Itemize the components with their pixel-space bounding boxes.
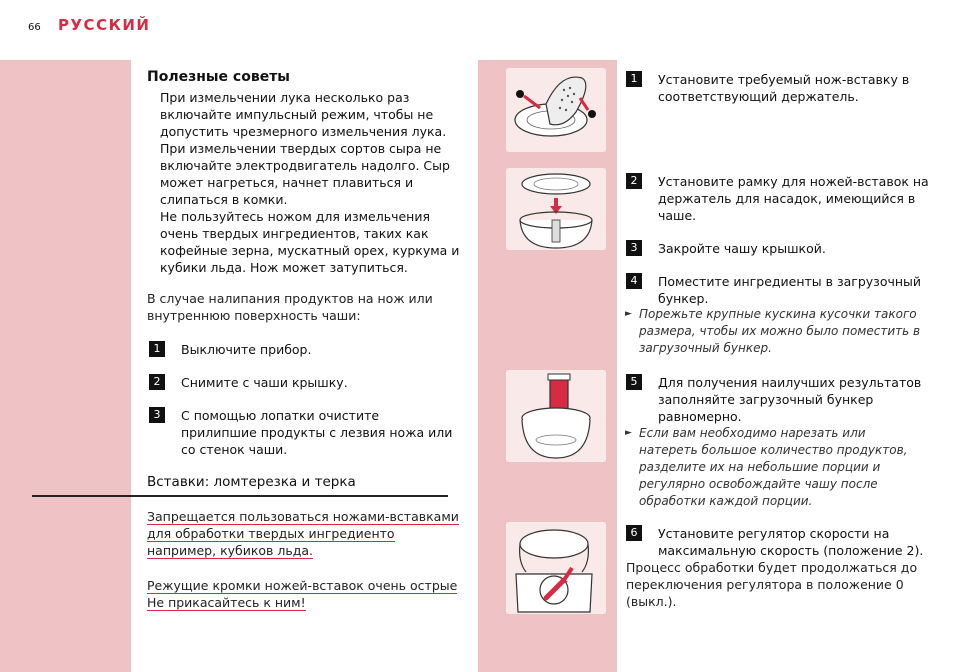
tips-line: может нагреться, начнет плавиться и [160, 175, 414, 190]
step-note [625, 306, 921, 357]
language-heading: РУССКИЙ [58, 16, 151, 34]
step-line: С помощью лопатки очистите [181, 408, 380, 423]
illustration-speed-dial [506, 522, 606, 614]
followup-line: Процесс обработки будет продолжаться до [626, 560, 918, 575]
illustration-insert-holder [506, 68, 606, 152]
bullet-triangle-icon: ► [625, 428, 632, 438]
step-line: со стенок чаши. [181, 442, 288, 457]
step-text [181, 341, 311, 358]
tips-line: слипаться в комки. [160, 192, 288, 207]
warning-line: Запрещается пользоваться ножами-вставками [147, 509, 459, 524]
step-note [625, 425, 908, 510]
step-number: 3 [149, 407, 165, 423]
step-line: Закройте чашу крышкой. [658, 241, 826, 256]
note-line: регулярно освобождайте чашу после [639, 477, 878, 491]
followup-line: (выкл.). [626, 594, 677, 609]
tips-line: При измельчении лука несколько раз [160, 90, 410, 105]
step-line: чаше. [658, 208, 697, 223]
step-line: прилипшие продукты с лезвия ножа или [181, 425, 453, 440]
note-line: Порежьте крупные кускина кусочки такого [639, 307, 917, 321]
bullet-triangle-icon: ► [625, 309, 632, 319]
intro-line: В случае налипания продуктов на нож или [147, 291, 433, 306]
tips-text [160, 89, 460, 276]
illustration-insert-frame [506, 168, 606, 250]
warning-block [147, 508, 459, 559]
step-followup [626, 559, 917, 610]
note-line: обработки каждой порции. [639, 494, 813, 508]
step-number: 4 [626, 273, 642, 289]
step-line: Установите регулятор скорости на [658, 526, 890, 541]
step-line: бункер. [658, 291, 709, 306]
tips-line: При измельчении твердых сортов сыра не [160, 141, 442, 156]
warning-line: для обработки твердых ингредиенто [147, 526, 395, 541]
step-text [658, 374, 921, 425]
step-line: соответствующий держатель. [658, 89, 859, 104]
tips-line: кубики льда. Нож может затупиться. [160, 260, 408, 275]
step-number: 3 [626, 240, 642, 256]
tips-line: включайте электродвигатель надолго. Сыр [160, 158, 450, 173]
step-text [181, 407, 452, 458]
step-text [658, 525, 923, 559]
note-line: Если вам необходимо нарезать или [639, 426, 866, 440]
tips-line: включайте импульсный режим, чтобы не [160, 107, 434, 122]
section-divider [32, 495, 448, 497]
step-line: заполняйте загрузочный бункер [658, 392, 874, 407]
step-line: Выключите прибор. [181, 342, 312, 357]
warning-line: Режущие кромки ножей-вставок очень острые [147, 578, 458, 593]
left-margin-band [0, 60, 131, 672]
step-number: 2 [149, 374, 165, 390]
warning-line: Не прикасайтесь к ним! [147, 595, 306, 610]
step-text [658, 173, 929, 224]
step-line: равномерно. [658, 409, 742, 424]
step-number: 5 [626, 374, 642, 390]
intro-line: внутреннюю поверхность чаши: [147, 308, 361, 323]
tips-title: Полезные советы [147, 69, 290, 85]
step-number: 2 [626, 173, 642, 189]
tips-line: Не пользуйтесь ножом для измельчения [160, 209, 430, 224]
step-number: 1 [149, 341, 165, 357]
tips-line: кофейные зерна, мускатный орех, куркума и [160, 243, 460, 258]
step-line: Поместите ингредиенты в загрузочный [658, 274, 922, 289]
warning-block [147, 577, 457, 611]
step-number: 1 [626, 71, 642, 87]
step-text [181, 374, 348, 391]
note-line: размера, чтобы их можно было поместить в [639, 324, 921, 338]
sticking-intro [147, 290, 433, 324]
step-text [658, 71, 909, 105]
tips-line: допустить чрезмерного измельчения лука. [160, 124, 447, 139]
step-text [658, 273, 921, 307]
note-line: натереть большое количество продуктов, [639, 443, 908, 457]
tips-line: очень твердых ингредиентов, таких как [160, 226, 429, 241]
step-line: Установите требуемый нож-вставку в [658, 72, 910, 87]
step-line: Снимите с чаши крышку. [181, 375, 348, 390]
note-line: загрузочный бункер. [639, 341, 772, 355]
step-line: максимальную скорость (положение 2). [658, 543, 924, 558]
warning-line: например, кубиков льда. [147, 543, 314, 558]
followup-line: переключения регулятора в положение 0 [626, 577, 904, 592]
step-text [658, 240, 826, 257]
step-line: Для получения наилучших результатов [658, 375, 922, 390]
note-line: разделите их на небольшие порции и [639, 460, 881, 474]
step-number: 6 [626, 525, 642, 541]
step-line: держатель для насадок, имеющийся в [658, 191, 916, 206]
illustration-feed-tube [506, 370, 606, 462]
step-line: Установите рамку для ножей-вставок на [658, 174, 929, 189]
page-number: 66 [28, 22, 41, 33]
section-title: Вставки: ломтерезка и терка [147, 474, 356, 490]
